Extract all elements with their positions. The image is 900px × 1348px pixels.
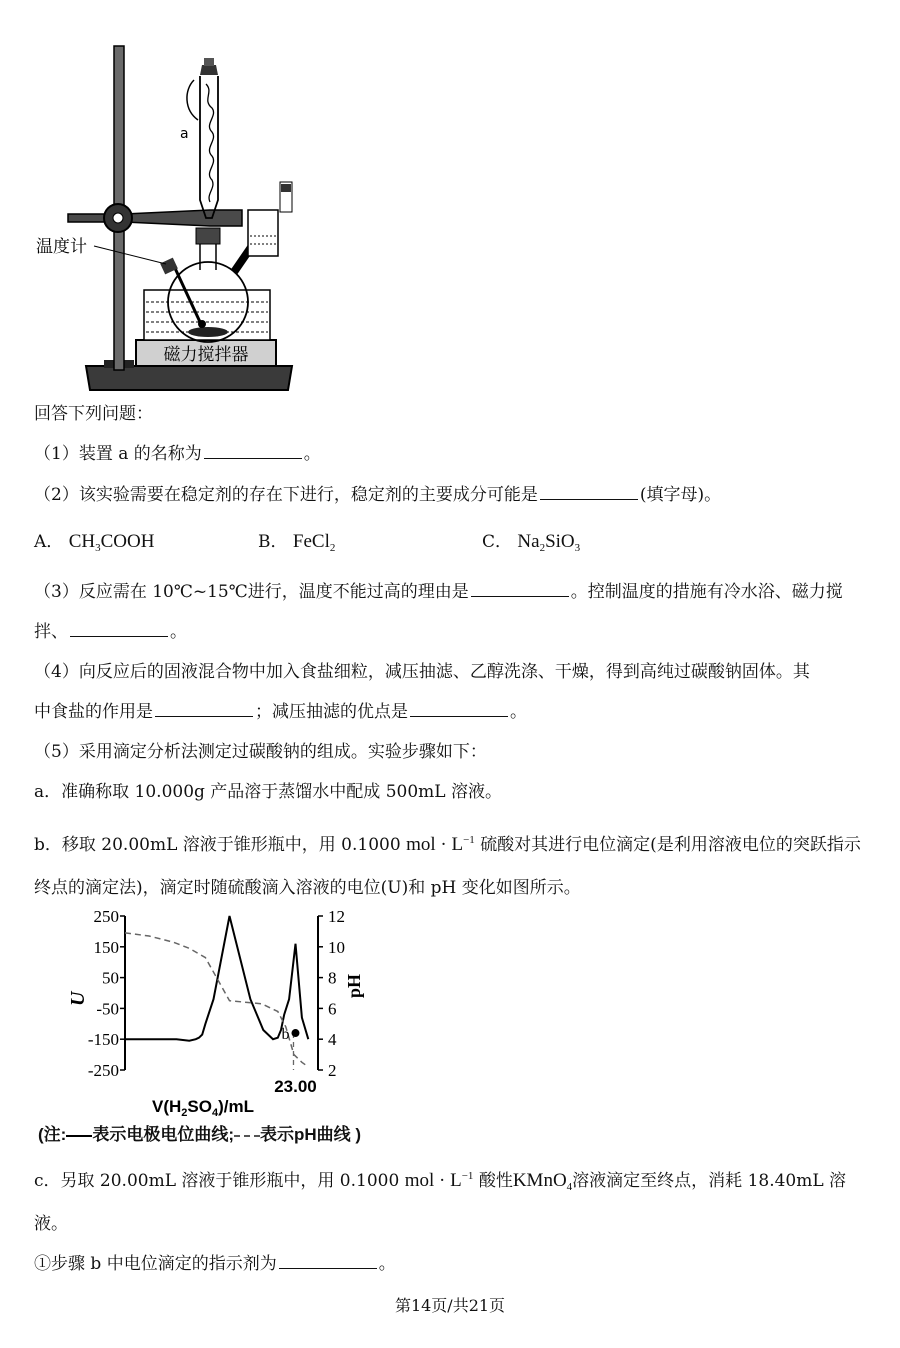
step-b-text-1: b．移取 20.00mL 溶液于锥形瓶中，用 0.1000 (34, 835, 401, 855)
step-c-text-2: 酸性 (478, 1171, 513, 1191)
option-a-formula: $CH_3COOH$ (68, 531, 155, 554)
left-tick-label: -150 (87, 1030, 119, 1050)
question-4-text: （4）向反应后的固液混合物中加入食盐细粒，减压抽滤、乙醇洗涤、干燥，得到高纯过碳酸钠固体。其 (34, 662, 810, 682)
x-axis-label: $V(H_2SO_4)/mL$ (152, 1097, 254, 1118)
answer-blank-2[interactable] (540, 483, 638, 500)
question-2 (34, 483, 721, 507)
step-a-text: a．准确称取 10.000g 产品溶于蒸馏水中配成 500mL 溶液。 (34, 782, 502, 802)
question-3-end: 。 (170, 622, 187, 642)
step-c-unit-text: mol · L (404, 1170, 462, 1191)
step-b-unit-text: mol · L (406, 834, 464, 855)
step-b-text-2: 硫酸对其进行电位滴定(是利用溶液电位的突跃指示 (480, 835, 861, 855)
option-b-formula: FeCl$_2$ (292, 531, 336, 554)
option-c-label: C． (482, 532, 513, 552)
answer-blank-4b[interactable] (410, 700, 508, 717)
step-c-text-1: c．另取 20.00mL 溶液于锥形瓶中，用 0.1000 (34, 1171, 400, 1191)
point-b-label: b (281, 1026, 290, 1044)
point-b (291, 1029, 299, 1037)
label-a: a (180, 126, 189, 142)
right-tick-label: 12 (328, 907, 345, 926)
chart-note-text-3: 表示pH曲线 ) (260, 1125, 362, 1144)
step-b-cont (34, 876, 581, 900)
option-c-formula: $Na_2SiO_3$ (517, 531, 581, 554)
dashed-line-legend-icon (234, 1135, 260, 1137)
chart-note (38, 1120, 361, 1145)
answer-blank-3a[interactable] (471, 580, 569, 597)
kmno4-formula: KMnO$_4$ (512, 1170, 573, 1193)
answer-blank-4a[interactable] (155, 700, 253, 717)
question-4-cont-text: 中食盐的作用是 (34, 702, 153, 722)
question-3-cont-text: 拌、 (34, 622, 68, 642)
question-4-mid: ；减压抽滤的优点是 (255, 702, 408, 722)
sub-question-1-text: ①步骤 b 中电位滴定的指示剂为 (34, 1254, 277, 1274)
y-left-label: U (67, 991, 89, 1006)
chart-note-text-2: 表示电极电位曲线; (92, 1125, 234, 1144)
answer-blank-5[interactable] (279, 1252, 377, 1269)
question-4-end: 。 (510, 702, 527, 722)
step-c-unit (405, 1170, 474, 1191)
step-c-unit-exp: −1 (461, 1170, 474, 1182)
left-tick-label: -50 (96, 999, 119, 1019)
right-tick-label: 10 (328, 937, 345, 957)
step-a (34, 780, 502, 804)
question-3-mid: 。控制温度的措施有冷水浴、磁力搅 (570, 582, 843, 602)
right-tick-label: 4 (328, 1030, 337, 1050)
ph-curve (125, 933, 308, 1067)
step-c (34, 1164, 846, 1199)
option-a-label: A． (34, 532, 64, 552)
question-4 (34, 660, 810, 684)
left-tick-label: 50 (102, 968, 119, 988)
question-3 (34, 580, 843, 604)
titration-chart (60, 906, 380, 1118)
y-right-label: pH (344, 973, 364, 998)
question-5 (34, 740, 487, 764)
option-a[interactable] (34, 530, 154, 560)
question-3-cont (34, 620, 187, 644)
apparatus-figure (34, 40, 304, 395)
option-b[interactable] (258, 530, 335, 560)
chart-note-text-1: (注: (38, 1125, 67, 1144)
solid-line-legend-icon (66, 1135, 92, 1137)
question-4-cont (34, 700, 527, 724)
potential-curve (125, 916, 308, 1044)
x-marker-label: 23.00 (274, 1077, 317, 1096)
step-c-text-3: 溶液滴定至终点，消耗 18.40mL 溶 (572, 1171, 847, 1191)
question-2-text: （2）该实验需要在稳定剂的存在下进行，稳定剂的主要成分可能是 (34, 485, 538, 505)
question-1-end: 。 (303, 444, 321, 464)
question-1-text: （1）装置 a 的名称为 (34, 444, 202, 464)
left-tick-label: -250 (87, 1061, 119, 1080)
step-b-text-3: 终点的滴定法)，滴定时随硫酸滴入溶液的电位(U)和 pH 变化如图所示。 (34, 878, 581, 898)
thermometer-label: 温度计 (36, 237, 87, 257)
stirrer-label: 磁力搅拌器 (163, 345, 249, 365)
step-c-cont (34, 1212, 68, 1236)
step-b-unit-exp: −1 (463, 834, 475, 846)
sub-question-1-end: 。 (378, 1254, 396, 1274)
question-1 (34, 442, 321, 466)
question-3-text: （3）反应需在 10℃~15℃进行，温度不能过高的理由是 (34, 582, 469, 602)
left-tick-label: 150 (93, 937, 119, 957)
page-footer: 第14页/共21页 (394, 1296, 506, 1315)
question-5-text: （5）采用滴定分析法测定过碳酸钠的组成。实验步骤如下： (34, 742, 487, 762)
intro-text: 回答下列问题： (34, 404, 153, 424)
right-tick-label: 8 (328, 968, 337, 988)
left-tick-label: 250 (93, 907, 119, 926)
right-tick-label: 2 (328, 1061, 337, 1080)
option-b-label: B． (258, 532, 288, 552)
right-tick-label: 6 (328, 999, 337, 1019)
question-2-end: (填字母)。 (639, 485, 722, 505)
sub-question-1 (34, 1252, 396, 1276)
option-c[interactable] (482, 530, 580, 560)
step-b-unit (406, 834, 475, 855)
step-c-text-4: 液。 (34, 1214, 68, 1234)
step-b (34, 828, 861, 857)
answer-blank-3b[interactable] (70, 620, 168, 637)
answer-blank-1[interactable] (204, 442, 302, 459)
